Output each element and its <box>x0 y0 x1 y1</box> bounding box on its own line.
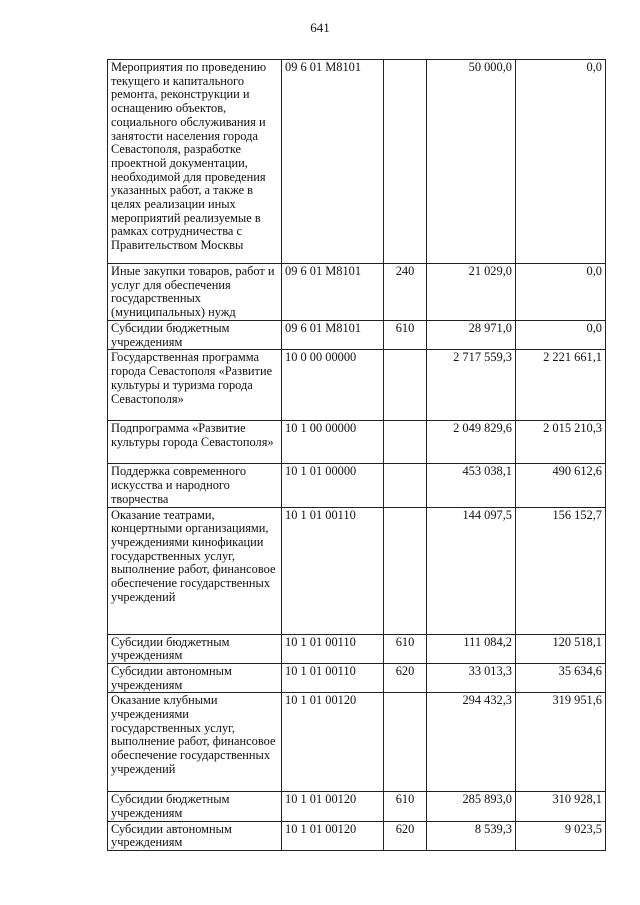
row-amount-year1: 294 432,3 <box>427 693 516 792</box>
row-expense-type: 610 <box>384 634 427 663</box>
row-code: 09 6 01 M8101 <box>282 60 384 264</box>
row-amount-year1: 2 717 559,3 <box>427 350 516 421</box>
row-code: 10 1 01 00120 <box>282 693 384 792</box>
row-amount-year1: 2 049 829,6 <box>427 421 516 464</box>
row-name: Субсидии бюджетным учреждениям <box>108 321 282 350</box>
row-name: Государственная программа города Севастополя «Развитие культуры и туризма города Севастополя» <box>108 350 282 421</box>
row-amount-year1: 285 893,0 <box>427 792 516 821</box>
table-row <box>108 350 606 421</box>
row-amount-year2: 0,0 <box>516 321 606 350</box>
row-amount-year1: 8 539,3 <box>427 821 516 850</box>
row-expense-type <box>384 507 427 634</box>
table-row <box>108 663 606 692</box>
row-expense-type: 620 <box>384 821 427 850</box>
row-amount-year2: 156 152,7 <box>516 507 606 634</box>
row-amount-year2: 9 023,5 <box>516 821 606 850</box>
row-amount-year2: 35 634,6 <box>516 663 606 692</box>
row-expense-type: 240 <box>384 264 427 321</box>
row-amount-year1: 144 097,5 <box>427 507 516 634</box>
row-name: Субсидии автономным учреждениям <box>108 663 282 692</box>
page-number: 641 <box>310 20 330 35</box>
table-row <box>108 792 606 821</box>
table-row <box>108 421 606 464</box>
row-amount-year1: 33 013,3 <box>427 663 516 692</box>
row-amount-year1: 453 038,1 <box>427 464 516 507</box>
row-code: 10 1 01 00110 <box>282 507 384 634</box>
table-row <box>108 264 606 321</box>
row-name: Оказание театрами, концертными организациями, учреждениями кинофикации государственных услуг, выполнение работ, финансовое обеспечение государственных учреждений <box>108 507 282 634</box>
row-expense-type <box>384 350 427 421</box>
row-name: Мероприятия по проведению текущего и капитального ремонта, реконструкции и оснащению объектов, социального обслуживания и занятости населения города Севастополя, разработке проектной документации, необходимой для проведения указанных работ, а также в целях реализации иных мероприятий реализуемые в рамках сотрудничества с Правительством Москвы <box>108 60 282 264</box>
row-amount-year2: 120 518,1 <box>516 634 606 663</box>
row-code: 09 6 01 M8101 <box>282 264 384 321</box>
row-name: Субсидии бюджетным учреждениям <box>108 792 282 821</box>
row-name: Субсидии автономным учреждениям <box>108 821 282 850</box>
row-amount-year1: 28 971,0 <box>427 321 516 350</box>
table-row <box>108 464 606 507</box>
row-code: 10 1 01 00120 <box>282 792 384 821</box>
row-expense-type <box>384 464 427 507</box>
table-row <box>108 60 606 264</box>
row-code: 10 1 01 00110 <box>282 663 384 692</box>
row-code: 10 1 01 00120 <box>282 821 384 850</box>
row-expense-type: 610 <box>384 321 427 350</box>
row-name: Иные закупки товаров, работ и услуг для обеспечения государственных (муниципальных) нужд <box>108 264 282 321</box>
row-name: Подпрограмма «Развитие культуры города Севастополя» <box>108 421 282 464</box>
row-amount-year2: 0,0 <box>516 264 606 321</box>
row-expense-type <box>384 60 427 264</box>
row-amount-year2: 2 015 210,3 <box>516 421 606 464</box>
row-name: Оказание клубными учреждениями государственных услуг, выполнение работ, финансовое обеспечение государственных учреждений <box>108 693 282 792</box>
table-row <box>108 693 606 792</box>
table-row <box>108 821 606 850</box>
row-amount-year1: 21 029,0 <box>427 264 516 321</box>
row-code: 10 1 01 00000 <box>282 464 384 507</box>
row-code: 10 1 00 00000 <box>282 421 384 464</box>
budget-table <box>107 59 606 851</box>
row-code: 09 6 01 M8101 <box>282 321 384 350</box>
row-expense-type: 620 <box>384 663 427 692</box>
row-code: 10 0 00 00000 <box>282 350 384 421</box>
row-expense-type: 610 <box>384 792 427 821</box>
row-amount-year2: 2 221 661,1 <box>516 350 606 421</box>
row-amount-year1: 111 084,2 <box>427 634 516 663</box>
table-row <box>108 634 606 663</box>
row-amount-year2: 490 612,6 <box>516 464 606 507</box>
row-amount-year1: 50 000,0 <box>427 60 516 264</box>
row-amount-year2: 310 928,1 <box>516 792 606 821</box>
row-code: 10 1 01 00110 <box>282 634 384 663</box>
row-expense-type <box>384 421 427 464</box>
row-name: Субсидии бюджетным учреждениям <box>108 634 282 663</box>
table-row <box>108 321 606 350</box>
table-row <box>108 507 606 634</box>
row-name: Поддержка современного искусства и народного творчества <box>108 464 282 507</box>
row-expense-type <box>384 693 427 792</box>
row-amount-year2: 0,0 <box>516 60 606 264</box>
row-amount-year2: 319 951,6 <box>516 693 606 792</box>
